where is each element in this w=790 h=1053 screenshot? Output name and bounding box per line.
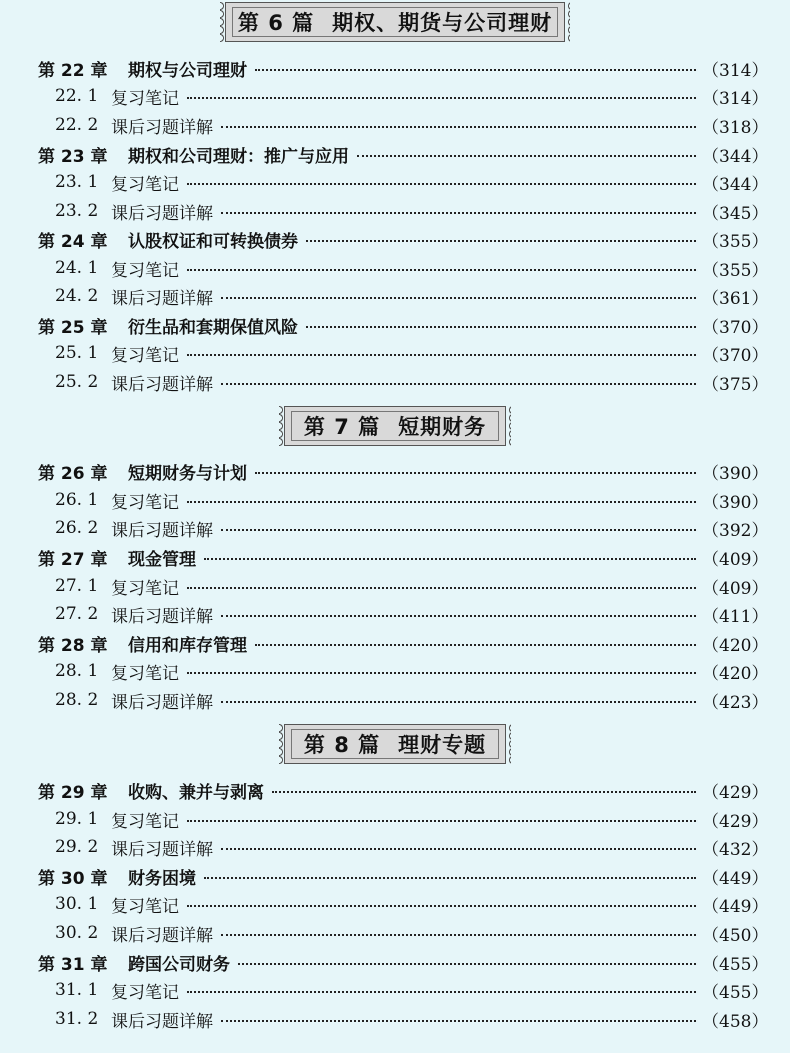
part-banner xyxy=(0,406,790,448)
chapter-number: 第 28 章 xyxy=(38,635,108,656)
toc-section-row[interactable] xyxy=(0,833,790,861)
section-number: 31. 2 xyxy=(55,1009,99,1029)
section-title: 复习笔记 xyxy=(111,174,179,195)
toc-chapter-row[interactable] xyxy=(0,948,790,976)
part-banner xyxy=(0,2,790,44)
section-title: 课后习题详解 xyxy=(111,117,213,138)
dot-leader xyxy=(187,587,696,589)
page-number: （450） xyxy=(702,925,769,946)
page-number: （429） xyxy=(702,811,769,832)
dot-leader xyxy=(221,701,696,703)
toc-section-row[interactable] xyxy=(0,339,790,367)
page-number: （318） xyxy=(702,117,769,138)
toc-chapter-row[interactable] xyxy=(0,862,790,890)
section-number: 31. 1 xyxy=(55,980,99,1000)
dot-leader xyxy=(306,240,696,242)
page-number: （432） xyxy=(702,839,769,860)
chapter-title: 收购、兼并与剥离 xyxy=(128,782,264,803)
section-number: 24. 1 xyxy=(55,258,99,278)
section-number: 28. 1 xyxy=(55,661,99,681)
toc-chapter-row[interactable] xyxy=(0,225,790,253)
page-number: （375） xyxy=(702,374,769,395)
section-title: 复习笔记 xyxy=(111,896,179,917)
chapter-number: 第 22 章 xyxy=(38,60,108,81)
page-number: （370） xyxy=(702,345,769,366)
toc-section-row[interactable] xyxy=(0,197,790,225)
section-number: 22. 1 xyxy=(55,86,99,106)
section-title: 课后习题详解 xyxy=(111,1011,213,1032)
part-title: 理财专题 xyxy=(398,733,487,757)
toc-chapter-row[interactable] xyxy=(0,457,790,485)
chapter-title: 财务困境 xyxy=(128,868,196,889)
section-title: 复习笔记 xyxy=(111,345,179,366)
section-title: 复习笔记 xyxy=(111,663,179,684)
section-title: 课后习题详解 xyxy=(111,520,213,541)
toc-section-row[interactable] xyxy=(0,657,790,685)
chapter-number: 第 31 章 xyxy=(38,954,108,975)
banner-ornament-left-icon xyxy=(220,2,228,42)
dot-leader xyxy=(255,472,696,474)
page-number: （361） xyxy=(702,288,769,309)
dot-leader xyxy=(306,326,696,328)
section-number: 27. 1 xyxy=(55,576,99,596)
page-number: （390） xyxy=(702,492,769,513)
chapter-number: 第 27 章 xyxy=(38,549,108,570)
page-number: （455） xyxy=(702,982,769,1003)
dot-leader xyxy=(221,848,696,850)
chapter-title: 衍生品和套期保值风险 xyxy=(128,317,298,338)
toc-chapter-row[interactable] xyxy=(0,629,790,657)
chapter-number: 第 29 章 xyxy=(38,782,108,803)
dot-leader xyxy=(221,529,696,531)
section-title: 课后习题详解 xyxy=(111,203,213,224)
part-label: 第 8 篇 xyxy=(303,733,381,757)
dot-leader xyxy=(221,297,696,299)
dot-leader xyxy=(357,155,696,157)
dot-leader xyxy=(272,791,696,793)
toc-chapter-row[interactable] xyxy=(0,54,790,82)
chapter-title: 认股权证和可转换债券 xyxy=(128,231,298,252)
page-number: （370） xyxy=(702,317,769,338)
banner-ornament-right-icon xyxy=(503,724,511,764)
toc-chapter-row[interactable] xyxy=(0,776,790,804)
page-number: （355） xyxy=(702,260,769,281)
part-banner-box xyxy=(284,724,506,764)
dot-leader xyxy=(204,877,696,879)
toc-section-row[interactable] xyxy=(0,600,790,628)
chapter-number: 第 23 章 xyxy=(38,146,108,167)
section-title: 复习笔记 xyxy=(111,811,179,832)
page-number: （344） xyxy=(702,174,769,195)
chapter-number: 第 30 章 xyxy=(38,868,108,889)
toc-section-row[interactable] xyxy=(0,976,790,1004)
page-number: （344） xyxy=(702,146,769,167)
dot-leader xyxy=(187,672,696,674)
section-number: 30. 1 xyxy=(55,894,99,914)
part-banner xyxy=(0,724,790,766)
section-number: 26. 1 xyxy=(55,490,99,510)
section-title: 课后习题详解 xyxy=(111,839,213,860)
section-number: 28. 2 xyxy=(55,690,99,710)
toc-section-row[interactable] xyxy=(0,168,790,196)
section-number: 26. 2 xyxy=(55,518,99,538)
dot-leader xyxy=(221,126,696,128)
section-title: 课后习题详解 xyxy=(111,692,213,713)
dot-leader xyxy=(221,383,696,385)
section-number: 23. 1 xyxy=(55,172,99,192)
chapter-number: 第 25 章 xyxy=(38,317,108,338)
section-title: 复习笔记 xyxy=(111,578,179,599)
toc-section-row[interactable] xyxy=(0,111,790,139)
toc-section-row[interactable] xyxy=(0,1005,790,1033)
page-number: （420） xyxy=(702,635,769,656)
section-title: 课后习题详解 xyxy=(111,288,213,309)
banner-ornament-right-icon xyxy=(503,406,511,446)
toc-chapter-row[interactable] xyxy=(0,311,790,339)
toc-chapter-row[interactable] xyxy=(0,140,790,168)
dot-leader xyxy=(187,991,696,993)
section-title: 复习笔记 xyxy=(111,492,179,513)
page-number: （411） xyxy=(702,606,769,627)
page-number: （423） xyxy=(702,692,769,713)
part-banner-box xyxy=(284,406,506,446)
part-title: 短期财务 xyxy=(398,415,487,439)
page-number: （314） xyxy=(702,60,769,81)
dot-leader xyxy=(255,69,696,71)
section-number: 29. 2 xyxy=(55,837,99,857)
dot-leader xyxy=(187,183,696,185)
section-title: 复习笔记 xyxy=(111,982,179,1003)
part-label: 第 6 篇 xyxy=(237,11,315,35)
section-number: 24. 2 xyxy=(55,286,99,306)
toc-section-row[interactable] xyxy=(0,82,790,110)
section-title: 课后习题详解 xyxy=(111,606,213,627)
part-label: 第 7 篇 xyxy=(303,415,381,439)
dot-leader xyxy=(187,905,696,907)
page-number: （409） xyxy=(702,549,769,570)
section-title: 课后习题详解 xyxy=(111,925,213,946)
chapter-title: 期权与公司理财 xyxy=(128,60,247,81)
dot-leader xyxy=(187,354,696,356)
section-number: 23. 2 xyxy=(55,201,99,221)
banner-ornament-left-icon xyxy=(279,724,287,764)
toc-chapter-row[interactable] xyxy=(0,543,790,571)
dot-leader xyxy=(187,820,696,822)
toc-section-row[interactable] xyxy=(0,572,790,600)
page-number: （355） xyxy=(702,231,769,252)
page-number: （449） xyxy=(702,896,769,917)
toc-section-row[interactable] xyxy=(0,514,790,542)
dot-leader xyxy=(255,644,696,646)
page-number: （458） xyxy=(702,1011,769,1032)
part-title: 期权、期货与公司理财 xyxy=(332,11,553,35)
toc-section-row[interactable] xyxy=(0,486,790,514)
toc-section-row[interactable] xyxy=(0,368,790,396)
chapter-title: 短期财务与计划 xyxy=(128,463,247,484)
chapter-title: 跨国公司财务 xyxy=(128,954,230,975)
page-number: （345） xyxy=(702,203,769,224)
section-title: 课后习题详解 xyxy=(111,374,213,395)
chapter-number: 第 24 章 xyxy=(38,231,108,252)
toc-section-row[interactable] xyxy=(0,254,790,282)
page-number: （455） xyxy=(702,954,769,975)
dot-leader xyxy=(221,212,696,214)
toc-section-row[interactable] xyxy=(0,890,790,918)
chapter-title: 现金管理 xyxy=(128,549,196,570)
part-banner-box xyxy=(225,2,565,42)
chapter-title: 期权和公司理财：推广与应用 xyxy=(128,146,349,167)
banner-ornament-left-icon xyxy=(279,406,287,446)
page-number: （429） xyxy=(702,782,769,803)
section-number: 25. 2 xyxy=(55,372,99,392)
toc-section-row[interactable] xyxy=(0,282,790,310)
section-number: 22. 2 xyxy=(55,115,99,135)
page-number: （390） xyxy=(702,463,769,484)
dot-leader xyxy=(204,558,696,560)
toc-section-row[interactable] xyxy=(0,919,790,947)
dot-leader xyxy=(221,934,696,936)
dot-leader xyxy=(221,615,696,617)
section-title: 复习笔记 xyxy=(111,260,179,281)
section-number: 27. 2 xyxy=(55,604,99,624)
dot-leader xyxy=(238,963,696,965)
dot-leader xyxy=(187,97,696,99)
section-title: 复习笔记 xyxy=(111,88,179,109)
section-number: 29. 1 xyxy=(55,809,99,829)
section-number: 25. 1 xyxy=(55,343,99,363)
chapter-number: 第 26 章 xyxy=(38,463,108,484)
page-number: （449） xyxy=(702,868,769,889)
banner-ornament-right-icon xyxy=(562,2,570,42)
page-number: （314） xyxy=(702,88,769,109)
dot-leader xyxy=(187,501,696,503)
toc-section-row[interactable] xyxy=(0,686,790,714)
dot-leader xyxy=(221,1020,696,1022)
page-number: （420） xyxy=(702,663,769,684)
page-number: （392） xyxy=(702,520,769,541)
page-number: （409） xyxy=(702,578,769,599)
dot-leader xyxy=(187,269,696,271)
toc-section-row[interactable] xyxy=(0,805,790,833)
chapter-title: 信用和库存管理 xyxy=(128,635,247,656)
section-number: 30. 2 xyxy=(55,923,99,943)
